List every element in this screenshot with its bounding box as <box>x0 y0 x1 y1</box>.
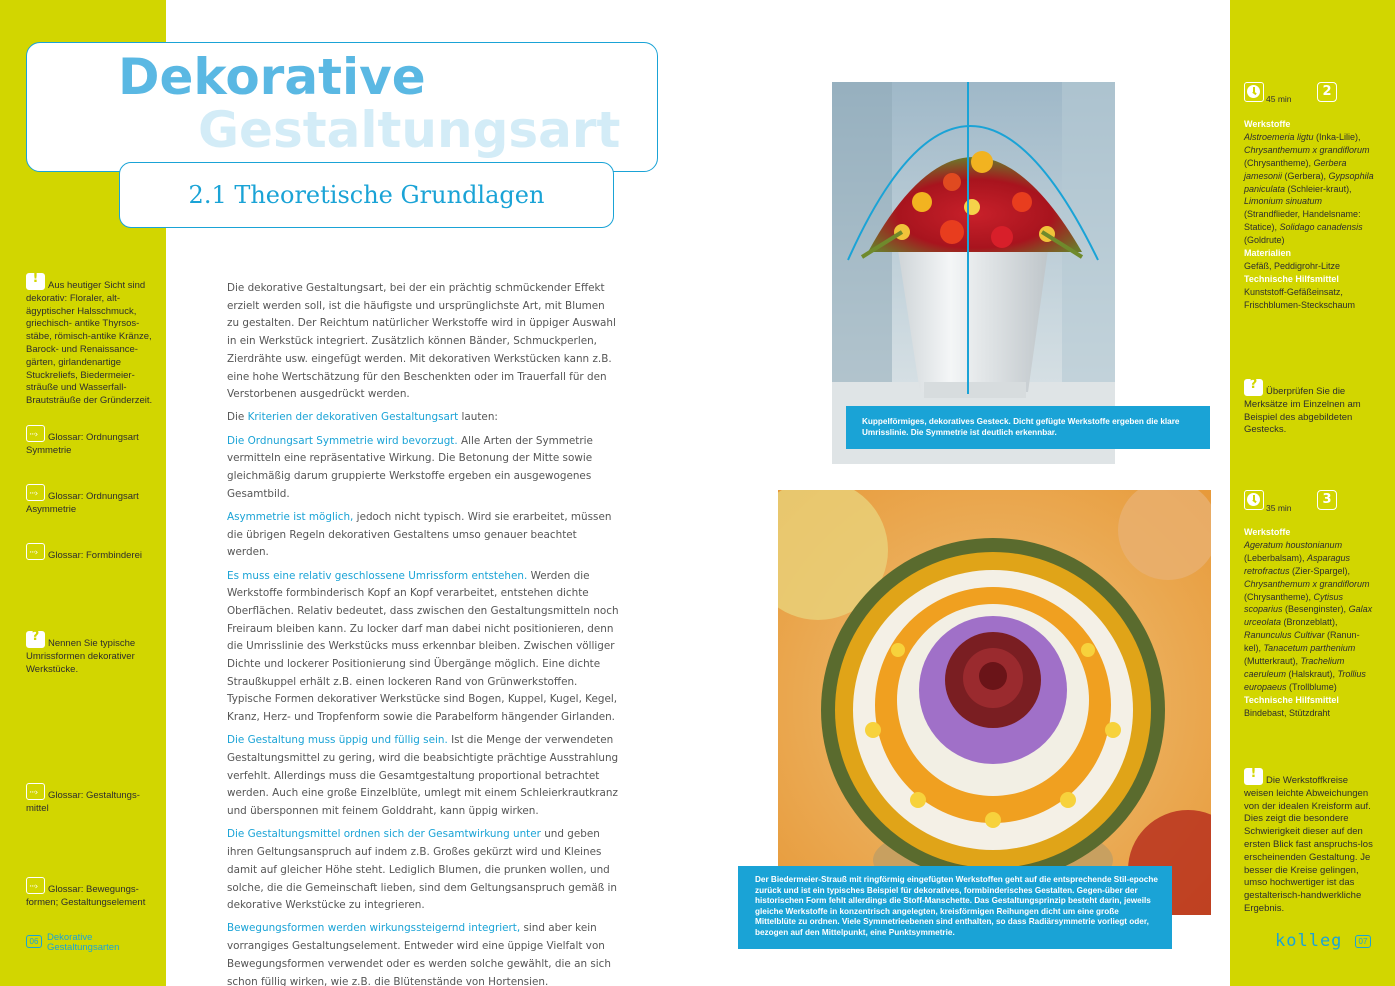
exclamation-icon: ! <box>26 273 45 290</box>
glossary-arrow-icon: ···› <box>26 543 45 560</box>
criteria-post: lauten: <box>458 411 498 424</box>
question-outline-text: Nennen Sie typische Umrissformen dekorativer Werkstücke. <box>26 638 136 675</box>
symmetry-text: Alle Arten der Symmetrie vermitteln eine repräsentative Wirkung. Die Betonung der Mitte sowie gleichmäßig darum gruppierte Werkstoffe ergeben ein ausgewogenes Gesamtbild. <box>227 434 593 500</box>
clock-icon <box>1244 82 1264 102</box>
hilfsmittel-text: Bindebast, Stützdraht <box>1244 707 1331 718</box>
glossary-symmetry-text: Glossar: Ordnungsart Symmetrie <box>26 432 139 456</box>
caption-dome: Kuppelförmiges, dekoratives Gesteck. Dicht gefügte Werkstoffe ergeben die klare Umrisslinie. Die Symmetrie ist deutlich erkennbar. <box>846 406 1210 449</box>
paragraph-movement <box>227 920 619 986</box>
hilfsmittel-text: Kunststoff-Gefäßeinsatz, Frischblumen-Steckschaum <box>1244 286 1356 310</box>
glossary-arrow-icon: ···› <box>26 484 45 501</box>
abundance-highlight: Die Gestaltung muss üppig und füllig sein. <box>227 734 448 747</box>
materials-list-2 <box>1244 526 1374 720</box>
glossary-bewegungsformen[interactable] <box>26 877 154 910</box>
asymmetry-text: jedoch nicht typisch. Wird sie erarbeitet, müssen die übrigen Regeln dekorativen Gestaltens umso genauer beachtet werden. <box>227 510 612 559</box>
werkstoffe-list: Ageratum houstonianum (Leberbalsam), Asparagus retrofractus (Zier-Spargel), Chrysanthemum x grandiflorum (Chrysantheme), Cytisus scoparius (Besenginster), Galax urceolata (Bronzeblatt), Ranunculus Cultivar (Ranun-kel), Tanacetum parthenium (Mutterkraut), Trachelium caeruleum (Halskraut), Trollius europaeus (Trollblume) <box>1244 539 1373 692</box>
duration-label: 45 min <box>1266 94 1292 104</box>
question-icon: ? <box>26 631 45 648</box>
photo-biedermeier-bouquet <box>778 490 1211 915</box>
footer-section-name: Dekorative Gestaltungsarten <box>47 932 120 953</box>
glossary-asymmetry-text: Glossar: Ordnungsart Asymmetrie <box>26 491 139 515</box>
materialien-heading: Materialien <box>1244 248 1292 259</box>
brand-logo: kolleg <box>1275 931 1343 951</box>
hilfsmittel-heading: Technische Hilfsmittel <box>1244 694 1339 705</box>
main-body-text <box>227 280 619 986</box>
paragraph-abundance <box>227 732 619 821</box>
duration-label: 35 min <box>1266 503 1292 513</box>
paragraph-outline <box>227 568 619 727</box>
glossary-formbinderei-text: Glossar: Formbinderei <box>48 550 142 561</box>
glossary-gestaltungsmittel-text: Glossar: Gestaltungs-mittel <box>26 790 140 814</box>
paragraph-asymmetry <box>227 509 619 562</box>
paragraph-criteria <box>227 409 619 427</box>
glossary-symmetry[interactable] <box>26 425 154 458</box>
clock-icon <box>1244 490 1264 510</box>
glossary-formbinderei[interactable] <box>26 543 154 563</box>
section-subtitle: 2.1 Theoretische Grundlagen <box>188 181 545 209</box>
werkstoffe-list: Alstroemeria ligtu (Inka-Lilie), Chrysanthemum x grandiflorum (Chrysantheme), Gerbera jamesonii (Gerbera), Gypsophila paniculata (Schleier-kraut), Limonium sinuatum (Strandflieder, Handelsname: Statice), Solidago canadensis (Goldrute) <box>1244 131 1374 246</box>
materialien-text: Gefäß, Peddigrohr-Litze <box>1244 260 1341 271</box>
movement-text: sind aber kein vorrangiges Gestaltungselement. Entweder wird eine üppige Vielfalt von Bewegungsformen verwendet oder es werden solche gewählt, die an sich schon füllig wirken, wie z.B. die Blütenstände von Hortensien. <box>227 922 611 986</box>
note-circles-text: Die Werkstoffkreise weisen leichte Abweichungen von der idealen Kreisform auf. Dies zeigt die besondere Schwierigkeit dieser auf den ersten Blick fast anspruchs-los erscheinenden Gestaltung. Je besser die Kreise gelingen, umso hochwertiger ist das gestalterisch-handwerkliche Ergebnis. <box>1244 775 1373 914</box>
page-number-left: 06 <box>26 935 42 948</box>
glossary-arrow-icon: ···› <box>26 783 45 800</box>
exclamation-icon: ! <box>1244 768 1263 785</box>
paragraph-subordination <box>227 826 619 915</box>
materials-list-1 <box>1244 118 1374 312</box>
note-historical-text: Aus heutiger Sicht sind dekorativ: Floraler, alt-ägyptischer Halsschmuck, griechisch- antike Thyrsos-stäbe, römisch-antike Kränze, Barock- und Renaissance-gärten, girlandenartige Stuckreliefs, Biedermeier-sträuße und Wasserfall-Brautsträuße der Gründerzeit. <box>26 280 153 407</box>
page-title-line1: Dekorative <box>118 48 426 106</box>
hilfsmittel-heading: Technische Hilfsmittel <box>1244 273 1339 284</box>
glossary-arrow-icon: ···› <box>26 425 45 442</box>
movement-highlight: Bewegungsformen werden wirkungssteigernd integriert, <box>227 922 521 935</box>
subordination-text: und geben ihren Geltungsanspruch auf indem z.B. Großes gekürzt wird und Kleines damit auf gleicher Höhe steht. Lediglich Blumen, die prunken wollen, und solche, die die Gemeinschaft lieben, sind dem Geltungsanspruch gemäß in dekorative Werkstücke zu integrieren. <box>227 828 618 912</box>
outline-highlight: Es muss eine relativ geschlossene Umrissform entstehen. <box>227 569 528 582</box>
caption-biedermeier: Der Biedermeier-Strauß mit ringförmig eingefügten Werkstoffen geht auf die entsprechende Stil-epoche zurück und ist ein typisches Beispiel für dekoratives, formbinderisches Gestalten. Gegen-über der historischen Form fehlt allerdings die Stoff-Manschette. Das Gestaltungsprinzip besteht darin, jeweils gleiche Werkstoffe in konzentrisch angelegten, kreisförmigen Reihungen dicht um eine große Mittelblüte zu ordnen. Viele Symmetrieebenen sind enthalten, so dass Radiärsymmetrie vorliegt oder, bezogen auf den Mittelpunkt, eine Punktsymmetrie. <box>738 866 1172 949</box>
note-historical <box>26 273 154 408</box>
paragraph-symmetry <box>227 433 619 504</box>
criteria-pre: Die <box>227 411 248 424</box>
difficulty-badge: 2 <box>1317 82 1337 102</box>
note-circles <box>1244 768 1374 916</box>
question-outline-forms <box>26 631 154 676</box>
glossary-arrow-icon: ···› <box>26 877 45 894</box>
glossary-gestaltungsmittel[interactable] <box>26 783 154 816</box>
subordination-highlight: Die Gestaltungsmittel ordnen sich der Gesamtwirkung unter <box>227 828 541 841</box>
glossary-bewegungsformen-text: Glossar: Bewegungs-formen; Gestaltungselement <box>26 884 146 908</box>
symmetry-highlight: Die Ordnungsart Symmetrie wird bevorzugt. <box>227 434 458 447</box>
outline-text: Werden die Werkstoffe formbinderisch Kopf an Kopf verarbeitet, entstehen dichte Oberflächen. Relativ bedeutet, dass zwischen den Gestaltungsmitteln noch Freiraum bleiben kann. Zu locker darf man dabei nicht positionieren, denn die Umrisslinie des Werkstücks muss erkennbar bleiben. Zwischen völliger Dichte und lockerer Positionierung sind Übergänge möglich. Eine dichte Straußkuppel erhält z.B. einen lockeren Rand von Grünwerkstoffen. Typische Formen dekorativer Werkstücke sind Bogen, Kuppel, Kugel, Kegel, Kranz, Herz- und Tropfenform sowie die Parabelform hängender Girlanden. <box>227 569 619 724</box>
werkstoffe-heading: Werkstoffe <box>1244 119 1291 129</box>
page-number-right: 07 <box>1355 935 1371 948</box>
abundance-text: Ist die Menge der verwendeten Gestaltungsmittel zu gering, wird die beabsichtigte prächtige Ausstrahlung verfehlt. Allerdings muss die Gesamtgestaltung proportional betrachtet werden. Auch eine große Einzelblüte, umlegt mit einem Schleierkrautkranz und übersponnen mit feinem Golddraht, kann üppig wirken. <box>227 734 619 818</box>
question-icon: ? <box>1244 379 1263 396</box>
criteria-highlight: Kriterien der dekorativen Gestaltungsart <box>247 411 459 424</box>
werkstoffe-heading: Werkstoffe <box>1244 527 1291 537</box>
page-title-line2: Gestaltungsart <box>198 101 621 159</box>
question-check-rules <box>1244 379 1374 437</box>
glossary-asymmetry[interactable] <box>26 484 154 517</box>
difficulty-badge: 3 <box>1317 490 1337 510</box>
paragraph-intro: Die dekorative Gestaltungsart, bei der ein prächtig schmückender Effekt erzielt werden soll, ist die häufigste und ursprünglichste Art, mit Blumen zu gestalten. Der Reichtum natürlicher Werkstoffe wird in üppiger Auswahl in ein Werkstück integriert. Zusätzlich können Bänder, Schmuckperlen, Zierdrähte usw. eingefügt werden. Mit dekorativen Werkstücken kann z.B. eine hohe Wertschätzung für den Beschenkten oder im Trauerfall für den Verstorbenen ausgedrückt werden. <box>227 282 616 401</box>
asymmetry-highlight: Asymmetrie ist möglich, <box>227 510 354 523</box>
question-check-text: Überprüfen Sie die Merksätze im Einzelnen am Beispiel des abgebildeten Gestecks. <box>1244 386 1361 436</box>
